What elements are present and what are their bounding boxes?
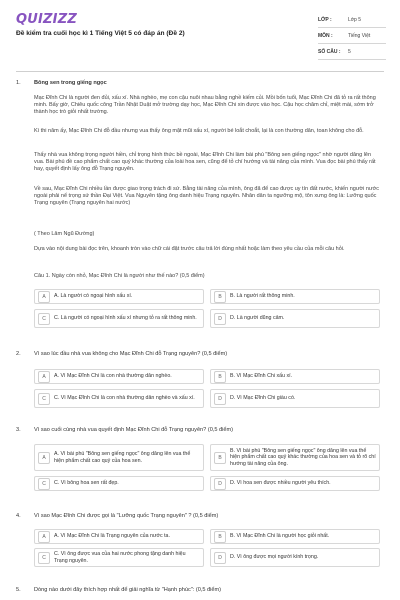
document-title: Đề kiểm tra cuối học kì 1 Tiếng Việt 5 có đáp án (Đề 2) — [16, 30, 185, 37]
option-b[interactable] — [210, 444, 380, 471]
option-letter: B — [214, 452, 226, 464]
passage-paragraph: Về sau, Mạc Đĩnh Chi nhiều lần được giao trọng trách đi sứ. Bằng tài năng của mình, ông đã để cao được uy tín đất nước, khiến người nước ngoài phải nể trọng sứ thần Đại Việt. Vua Nguyên tặng ông danh hiệu Trạng nguyên. Nhân dân ta ngưỡng mộ, tôn xưng ông là: Lưỡng quốc Trạng nguyên (Trạng nguyên hai nước) — [34, 186, 379, 207]
option-text: A. Vì bài phú "Bông sen giếng ngọc" ông dâng lên vua thể hiện phẩm chất cao quý của hoa sen. — [54, 450, 191, 464]
option-a[interactable] — [34, 289, 204, 304]
question-number: 2. — [16, 351, 21, 357]
meta-value: Tiếng Việt — [348, 32, 371, 39]
option-b[interactable] — [210, 529, 380, 544]
question-number: 1. — [16, 80, 21, 86]
option-a[interactable] — [34, 444, 204, 471]
question-number: 4. — [16, 513, 21, 519]
option-text: A. Vì Mạc Đĩnh Chi là con nhà thường dân nghèo. — [54, 373, 172, 380]
meta-value: Lớp 5 — [348, 16, 362, 23]
option-text: A. Vì Mạc Đĩnh Chi là Trạng nguyên của nước ta. — [54, 533, 170, 540]
option-d[interactable] — [210, 476, 380, 491]
question-text: Vì sao lúc đầu nhà vua không cho Mạc Đĩnh Chi đỗ Trạng nguyên? (0,5 điểm) — [34, 351, 228, 357]
option-letter: D — [214, 393, 226, 405]
option-d[interactable] — [210, 389, 380, 408]
option-letter: D — [214, 478, 226, 490]
option-letter: B — [214, 371, 226, 383]
option-c[interactable] — [34, 548, 204, 567]
option-text: C. Vì ông được vua của hai nước phong tặng danh hiệu Trạng nguyên. — [54, 550, 186, 564]
question-number: 3. — [16, 427, 21, 433]
option-letter: A — [38, 371, 50, 383]
option-c[interactable] — [34, 476, 204, 491]
option-text: D. Là người dũng cảm. — [230, 315, 285, 322]
option-text: B. Vì Mạc Đĩnh Chi xấu xí. — [230, 373, 293, 380]
question-text: Vì sao cuối cùng nhà vua quyết định Mạc Đĩnh Chi đỗ Trạng nguyên? (0,5 điểm) — [34, 427, 234, 433]
option-letter: B — [214, 531, 226, 543]
quizizz-logo[interactable]: QUIZIZZ — [16, 12, 77, 27]
option-d[interactable] — [210, 548, 380, 567]
option-text: C. Vì Mạc Đĩnh Chi là con nhà thường dân nghèo và xấu xí. — [54, 395, 195, 402]
option-c[interactable] — [34, 309, 204, 328]
option-text: C. Là người có ngoại hình xấu xí nhưng tỏ ra rất thông minh. — [54, 315, 197, 322]
option-text: B. Vì bài phú "Bông sen giếng ngọc" ông dâng lên vua thể hiện phẩm chất cao quý khác thường của hoa sen và tỏ rõ chí hướng tài năng của ông. — [230, 447, 376, 467]
option-text: B. Là người rất thông minh. — [230, 293, 295, 300]
passage-paragraph: Thấy nhà vua không trọng người hiền, chỉ trọng hình thức bề ngoài, Mạc Đĩnh Chi làm bài phú "Bông sen giếng ngọc" nhờ người dâng lên vua. Bài phú đề cao phẩm chất cao quý khác thường của loài hoa sen, cũng để tỏ chí hướng và tài năng của mình. Vua đọc bài phú thấy rất hay, quyết định lấy ông đỗ Trạng nguyên. — [34, 152, 376, 173]
question-text: Dòng nào dưới đây thích hợp nhất để giải nghĩa từ "Hạnh phúc": (0,5 điểm) — [34, 587, 222, 593]
option-text: D. Vì hoa sen được nhiều người yêu thích. — [230, 480, 331, 487]
option-text: C. Vì bông hoa sen rất đẹp. — [54, 480, 119, 487]
option-letter: A — [38, 531, 50, 543]
header-divider — [16, 71, 384, 72]
option-letter: C — [38, 478, 50, 490]
question-number: 5. — [16, 587, 21, 593]
passage-source: ( Theo Lâm Ngũ Đường) — [34, 231, 95, 237]
option-letter: B — [214, 291, 226, 303]
meta-row-count — [318, 44, 386, 60]
option-letter: C — [38, 552, 50, 564]
meta-label: LỚP : — [318, 16, 332, 23]
option-text: A. Là người có ngoại hình xấu xí. — [54, 293, 133, 300]
option-c[interactable] — [34, 389, 204, 408]
passage-title: Bông sen trong giếng ngọc — [34, 80, 107, 86]
option-letter: D — [214, 313, 226, 325]
option-letter: A — [38, 452, 50, 464]
option-letter: C — [38, 313, 50, 325]
meta-value: 5 — [348, 48, 351, 55]
option-d[interactable] — [210, 309, 380, 328]
option-text: D. Vì ông được mọi người kính trọng. — [230, 554, 319, 561]
meta-label: SỐ CÂU : — [318, 48, 341, 55]
option-letter: D — [214, 552, 226, 564]
option-letter: C — [38, 393, 50, 405]
option-text: D. Vì Mạc Đĩnh Chi giàu có. — [230, 395, 296, 402]
option-b[interactable] — [210, 369, 380, 384]
sub-question: Câu 1. Ngày còn nhỏ, Mạc Đĩnh Chi là người như thế nào? (0,5 điểm) — [34, 273, 205, 279]
option-a[interactable] — [34, 529, 204, 544]
option-letter: A — [38, 291, 50, 303]
meta-label: MÔN : — [318, 32, 333, 39]
passage-instruction: Dựa vào nội dung bài đọc trên, khoanh tròn vào chữ cái đặt trước câu trả lời đúng nhất hoặc làm theo yêu cầu của mỗi câu hỏi. — [34, 246, 345, 252]
header — [0, 0, 400, 62]
passage-paragraph: Kì thi năm ấy, Mạc Đĩnh Chi đỗ đầu nhưng vua thấy ông mặt mũi xấu xí, người bé loắt choắt, lại là con thường dân, toan không cho đỗ. — [34, 128, 364, 134]
meta-table — [318, 12, 386, 60]
option-a[interactable] — [34, 369, 204, 384]
option-text: B. Vì Mạc Đĩnh Chi là người học giỏi nhất. — [230, 533, 330, 540]
option-b[interactable] — [210, 289, 380, 304]
meta-row-subject — [318, 28, 386, 44]
meta-row-grade — [318, 12, 386, 28]
passage-paragraph: Mạc Đĩnh Chi là người đen đủi, xấu xí. Nhà nghèo, mẹ con cậu nuôi nhau bằng nghề kiếm củi. Mồi bốn tuổi, Mạc Đĩnh Chi đã tỏ ra rất thông minh. Bấy giờ, Chiêu quốc công Trần Nhật Duật mở trường dạy học, Mạc Đĩnh Chi xin được vào học. Cậu học chăm chỉ, miệt mài, sớm trở thành học trò giỏi nhất trường. — [34, 95, 376, 116]
question-text: Vì sao Mạc Đĩnh Chi được gọi là "Lưỡng quốc Trạng nguyên" ? (0,5 điểm) — [34, 513, 219, 519]
